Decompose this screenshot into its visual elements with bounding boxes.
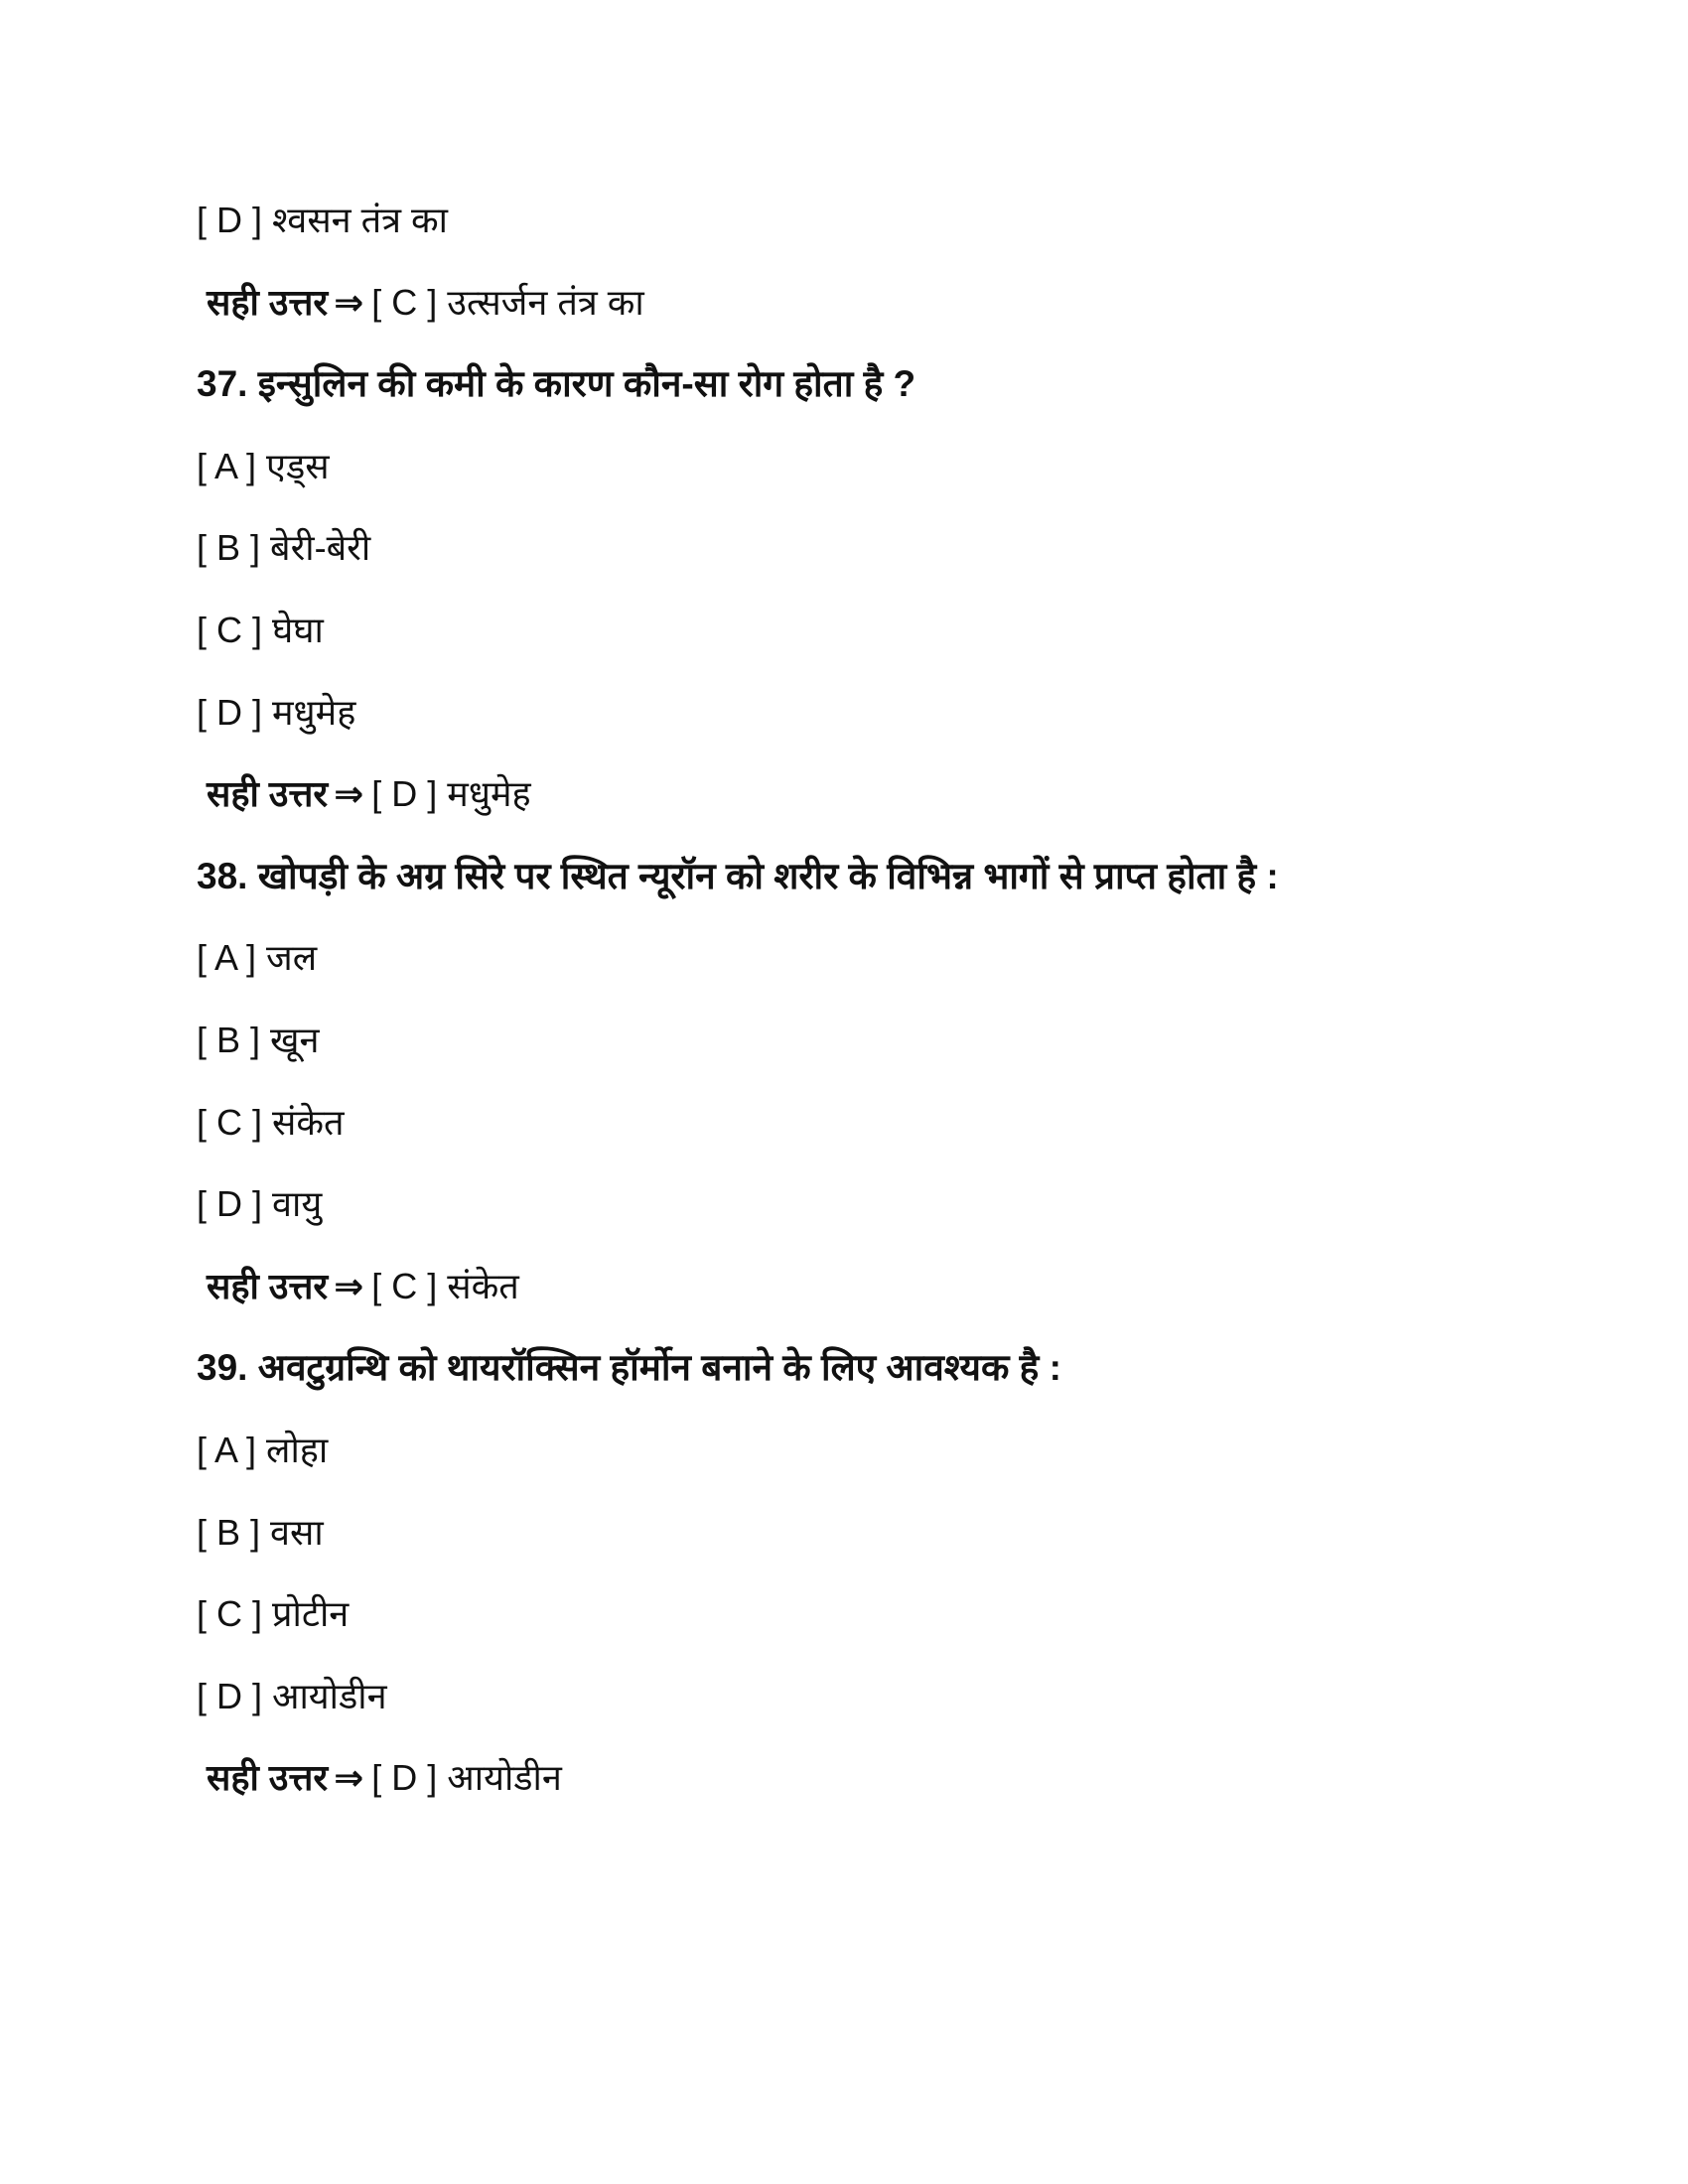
answer-text: [ D ] मधुमेह bbox=[371, 773, 531, 815]
answer-text: [ C ] संकेत bbox=[371, 1265, 519, 1306]
arrow-icon: ⇒ bbox=[334, 281, 364, 323]
question-39: 39. अवटुग्रन्थि को थायरॉक्सिन हॉर्मोन बनाने के लिए आवश्यक है : bbox=[197, 1347, 1061, 1389]
option-39-c: [ C ] प्रोटीन bbox=[197, 1593, 350, 1635]
question-38: 38. खोपड़ी के अग्र सिरे पर स्थित न्यूरॉन को शरीर के विभिन्न भागों से प्राप्त होता है : bbox=[197, 855, 1279, 896]
option-39-a: [ A ] लोहा bbox=[197, 1429, 329, 1470]
answer-label: सही उत्तर bbox=[207, 773, 329, 815]
arrow-icon: ⇒ bbox=[334, 773, 364, 815]
option-37-c: [ C ] घेघा bbox=[197, 609, 324, 650]
option-38-d: [ D ] वायु bbox=[197, 1183, 323, 1225]
answer-label: सही उत्तर bbox=[207, 1265, 329, 1306]
answer-text: [ C ] उत्सर्जन तंत्र का bbox=[371, 281, 644, 323]
option-37-a: [ A ] एड्स bbox=[197, 445, 330, 486]
option-38-a: [ A ] जल bbox=[197, 937, 318, 979]
correct-answer-36 bbox=[197, 277, 1507, 359]
option-39-d: [ D ] आयोडीन bbox=[197, 1675, 387, 1716]
answer-label: सही उत्तर bbox=[207, 281, 329, 323]
arrow-icon: ⇒ bbox=[334, 1757, 364, 1799]
quiz-content bbox=[197, 195, 1507, 1835]
answer-label: सही उत्तर bbox=[207, 1757, 329, 1799]
option-37-b: [ B ] बेरी-बेरी bbox=[197, 527, 371, 569]
option-37-d: [ D ] मधुमेह bbox=[197, 691, 356, 733]
correct-answer-39 bbox=[197, 1752, 1507, 1835]
question-37: 37. इन्सुलिन की कमी के कारण कौन-सा रोग होता है ? bbox=[197, 363, 916, 405]
option-38-b: [ B ] खून bbox=[197, 1019, 320, 1060]
answer-text: [ D ] आयोडीन bbox=[371, 1757, 562, 1799]
correct-answer-38 bbox=[197, 1261, 1507, 1343]
arrow-icon: ⇒ bbox=[334, 1265, 364, 1306]
option-38-c: [ C ] संकेत bbox=[197, 1101, 345, 1143]
option-39-b: [ B ] वसा bbox=[197, 1511, 324, 1553]
option-36-d: [ D ] श्वसन तंत्र का bbox=[197, 200, 449, 240]
correct-answer-37 bbox=[197, 768, 1507, 851]
